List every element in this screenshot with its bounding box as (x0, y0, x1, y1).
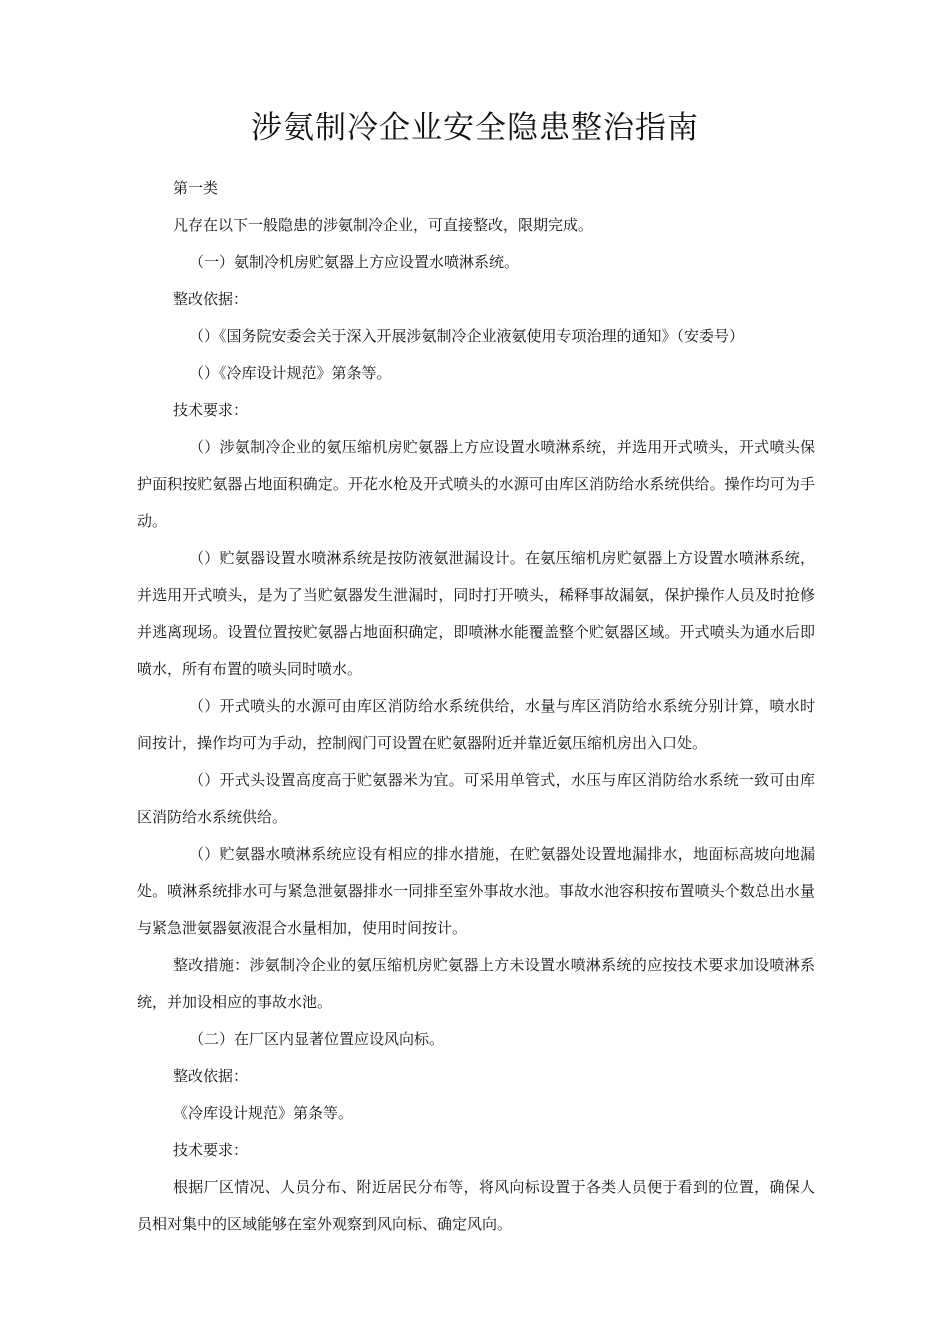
requirement-paragraph: （）开式头设置高度高于贮氨器米为宜。可采用单管式，水压与库区消防给水系统一致可由库区消防给水系统供给。 (137, 771, 815, 826)
intro-paragraph: 凡存在以下一般隐患的涉氨制冷企业，可直接整改，限期完成。 (173, 216, 594, 234)
document-title: 涉氨制冷企业安全隐患整治指南 (251, 110, 699, 146)
basis-item: （）《冷库设计规范》第条等。 (189, 364, 392, 382)
label-requirements: 技术要求： (173, 1141, 249, 1159)
measures-paragraph: 整改措施：涉氨制冷企业的氨压缩机房贮氨器上方未设置水喷淋系统的应按技术要求加设喷淋系统，并加设相应的事故水池。 (137, 956, 815, 1011)
label-basis: 整改依据： (173, 290, 249, 308)
requirement-paragraph: （）贮氨器设置水喷淋系统是按防液氨泄漏设计。在氨压缩机房贮氨器上方设置水喷淋系统，并选用开式喷头，是为了当贮氨器发生泄漏时，同时打开喷头，稀释事故漏氨，保护操作人员及时抢修并逃离现场。设置位置按贮氨器占地面积确定，即喷淋水能覆盖整个贮氨器区域。开式喷头为通水后即喷水，所有布置的喷头同时喷水。 (137, 549, 815, 678)
requirement-paragraph: （）贮氨器水喷淋系统应设有相应的排水措施，在贮氨器处设置地漏排水，地面标高坡向地漏处。喷淋系统排水可与紧急泄氨器排水一同排至室外事故水池。事故水池容积按布置喷头个数总出水量与紧急泄氨器氨液混合水量相加，使用时间按计。 (137, 845, 815, 937)
label-basis: 整改依据： (173, 1067, 249, 1085)
basis-item: （）《国务院安委会关于深入开展涉氨制冷企业液氨使用专项治理的通知》（安委号） (189, 327, 745, 345)
item-heading: （一）氨制冷机房贮氨器上方应设置水喷淋系统。 (189, 253, 520, 271)
requirement-paragraph: （）开式喷头的水源可由库区消防给水系统供给，水量与库区消防给水系统分别计算，喷水时间按计，操作均可为手动，控制阀门可设置在贮氨器附近并靠近氨压缩机房出入口处。 (137, 697, 815, 752)
label-requirements: 技术要求： (173, 401, 249, 419)
document-body (137, 170, 815, 1243)
section-heading: 第一类 (173, 179, 219, 197)
item-heading: （二）在厂区内显著位置应设风向标。 (189, 1030, 445, 1048)
requirement-paragraph: 根据厂区情况、人员分布、附近居民分布等，将风向标设置于各类人员便于看到的位置，确保人员相对集中的区域能够在室外观察到风向标、确定风向。 (137, 1178, 815, 1233)
requirement-paragraph: （）涉氨制冷企业的氨压缩机房贮氨器上方应设置水喷淋系统，并选用开式喷头，开式喷头保护面积按贮氨器占地面积确定。开花水枪及开式喷头的水源可由库区消防给水系统供给。操作均可为手动。 (137, 438, 815, 530)
basis-item: 《冷库设计规范》第条等。 (173, 1104, 354, 1122)
